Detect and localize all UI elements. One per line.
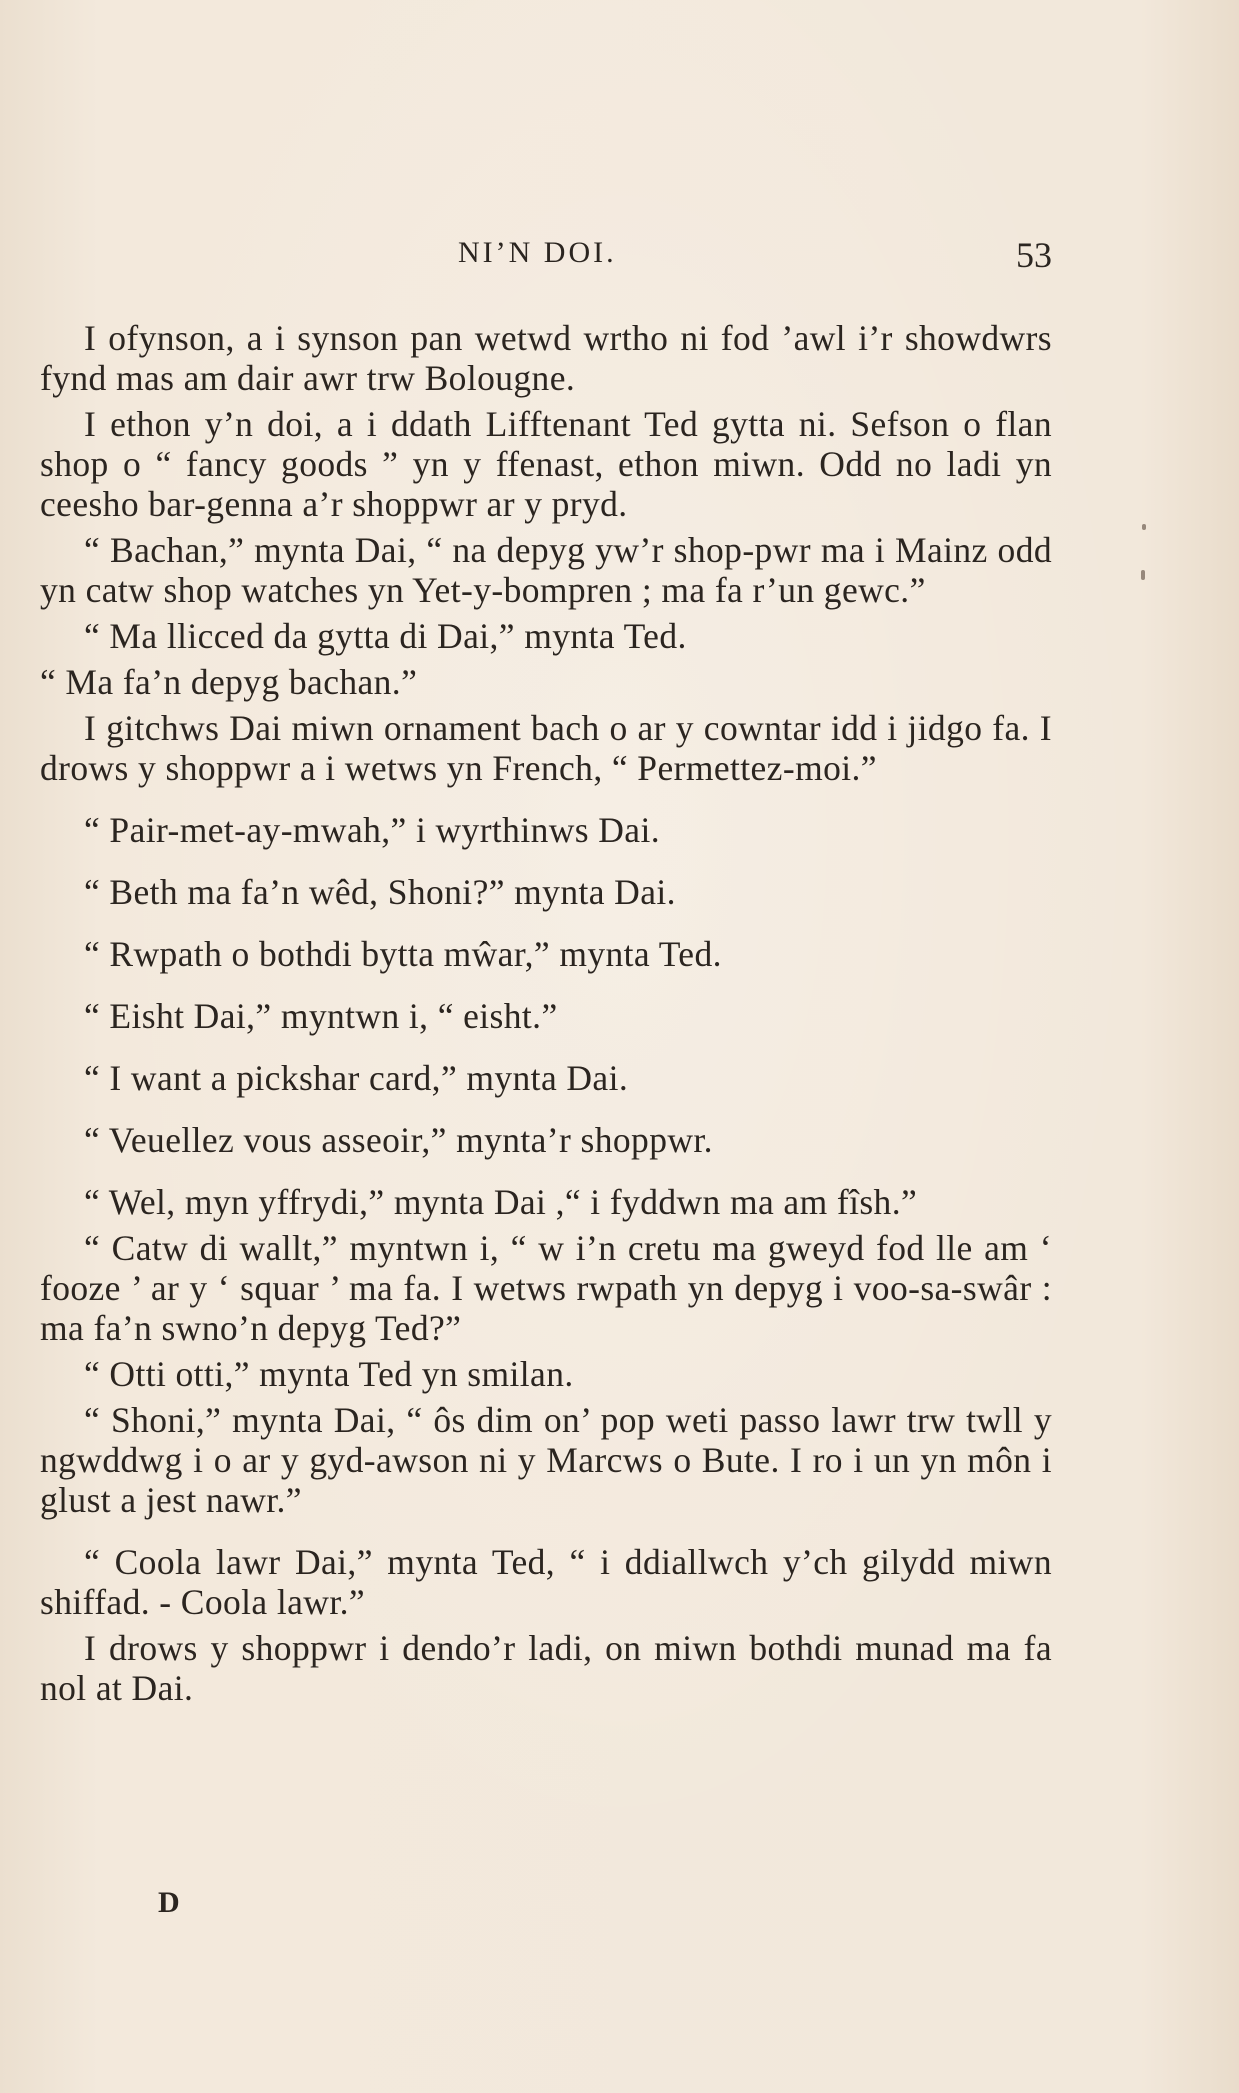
paragraph: “ Ma fa’n depyg bachan.” — [40, 662, 418, 702]
paragraph: I ofynson, a i synson pan wetwd wrtho ni fod ’awl i’r showdwrs fynd mas am dair awr trw Bolougne. — [40, 318, 1052, 398]
paragraph: “ I want a pickshar card,” mynta Dai. — [84, 1058, 629, 1098]
paper-speck — [1141, 570, 1145, 580]
paragraph: “ Otti otti,” mynta Ted yn smilan. — [84, 1354, 574, 1394]
paragraph: I drows y shoppwr i dendo’r ladi, on miwn bothdi munad ma fa nol at Dai. — [40, 1628, 1052, 1708]
paragraph: “ Catw di wallt,” myntwn i, “ w i’n cretu ma gweyd fod lle am ‘ fooze ’ ar y ‘ squar ’ ma fa. I wetws rwpath yn depyg i voo-sa-swâr : ma fa’n swno’n depyg Ted?” — [40, 1228, 1052, 1348]
body-text — [40, 318, 1052, 1714]
paragraph: “ Pair-met-ay-mwah,” i wyrthinws Dai. — [84, 810, 661, 850]
page-header — [40, 236, 1052, 286]
paragraph: “ Veuellez vous asseoir,” mynta’r shoppwr. — [84, 1120, 713, 1160]
paragraph: “ Bachan,” mynta Dai, “ na depyg yw’r shop-pwr ma i Mainz odd yn catw shop watches yn Yet-y-bompren ; ma fa r’un gewc.” — [40, 530, 1052, 610]
paragraph: “ Rwpath o bothdi bytta mŵar,” mynta Ted. — [84, 934, 722, 974]
paragraph: “ Eisht Dai,” myntwn i, “ eisht.” — [84, 996, 558, 1036]
paragraph: “ Wel, myn yffrydi,” mynta Dai ,“ i fyddwn ma am fîsh.” — [84, 1182, 918, 1222]
paragraph: “ Shoni,” mynta Dai, “ ôs dim on’ pop weti passo lawr trw twll y ngwddwg i o ar y gyd-awson ni y Marcws o Bute. I ro i un yn môn i glust a jest nawr.” — [40, 1400, 1052, 1520]
paragraph: “ Beth ma fa’n wêd, Shoni?” mynta Dai. — [84, 872, 676, 912]
signature-mark: D — [158, 1886, 181, 1919]
paragraph: “ Coola lawr Dai,” mynta Ted, “ i ddiallwch y’ch gilydd miwn shiffad. - Coola lawr.” — [40, 1542, 1052, 1622]
running-head: NI’N DOI. — [458, 236, 617, 269]
paragraph: I gitchws Dai miwn ornament bach o ar y cowntar idd i jidgo fa. I drows y shoppwr a i wetws yn French, “ Permettez-moi.” — [40, 708, 1052, 788]
paragraph: “ Ma llicced da gytta di Dai,” mynta Ted. — [84, 616, 687, 656]
page-number: 53 — [1016, 235, 1052, 275]
paragraph: I ethon y’n doi, a i ddath Lifftenant Ted gytta ni. Sefson o flan shop o “ fancy goods ” yn y ffenast, ethon miwn. Odd no ladi yn ceesho bar-genna a’r shoppwr ar y pryd. — [40, 404, 1052, 524]
paper-speck — [1142, 524, 1146, 530]
